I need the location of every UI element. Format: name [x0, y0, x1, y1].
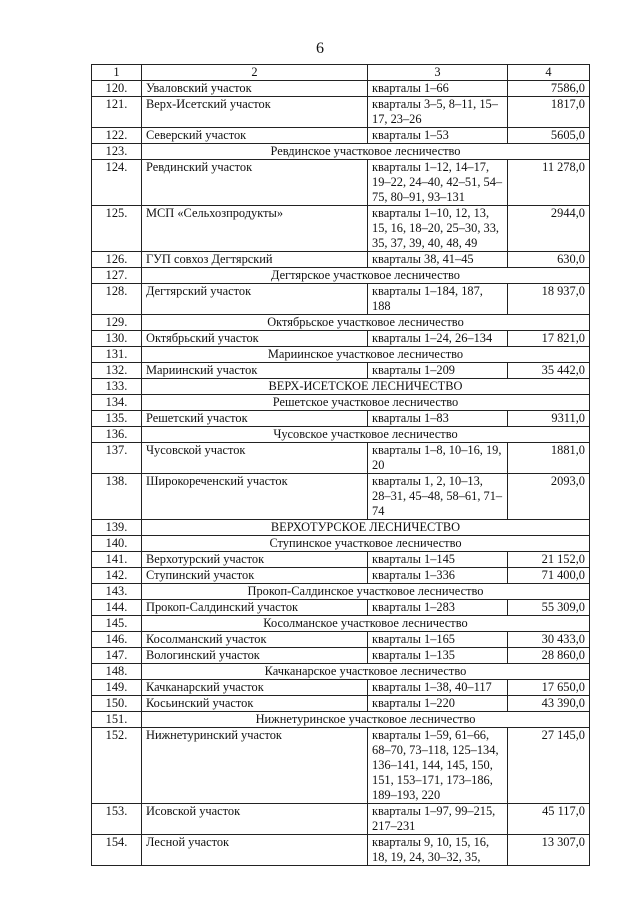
row-number: 128.: [92, 284, 142, 315]
section-row: [92, 712, 590, 728]
area: 2093,0: [508, 474, 590, 520]
section-row: [92, 427, 590, 443]
area: 43 390,0: [508, 696, 590, 712]
plot-name: МСП «Сельхозпродукты»: [142, 206, 368, 252]
table-row: [92, 411, 590, 427]
section-title: Октябрьское участковое лесничество: [142, 315, 590, 331]
section-row: [92, 379, 590, 395]
row-number: 120.: [92, 81, 142, 97]
plot-name: Чусовской участок: [142, 443, 368, 474]
row-number: 144.: [92, 600, 142, 616]
row-number: 131.: [92, 347, 142, 363]
row-number: 148.: [92, 664, 142, 680]
plot-name: Октябрьский участок: [142, 331, 368, 347]
table-row: [92, 443, 590, 474]
column-header: 1: [92, 65, 142, 81]
section-row: [92, 144, 590, 160]
row-number: 149.: [92, 680, 142, 696]
row-number: 125.: [92, 206, 142, 252]
quarters: кварталы 1–135: [368, 648, 508, 664]
area: 71 400,0: [508, 568, 590, 584]
table-row: [92, 160, 590, 206]
plot-name: Верхотурский участок: [142, 552, 368, 568]
section-row: [92, 347, 590, 363]
row-number: 124.: [92, 160, 142, 206]
row-number: 130.: [92, 331, 142, 347]
quarters: кварталы 1–165: [368, 632, 508, 648]
table-row: [92, 474, 590, 520]
plot-name: Нижнетуринский участок: [142, 728, 368, 804]
quarters: кварталы 1–10, 12, 13, 15, 16, 18–20, 25–30, 33, 35, 37, 39, 40, 48, 49: [368, 206, 508, 252]
quarters: кварталы 1–8, 10–16, 19, 20: [368, 443, 508, 474]
row-number: 150.: [92, 696, 142, 712]
plot-name: Дегтярский участок: [142, 284, 368, 315]
quarters: кварталы 3–5, 8–11, 15–17, 23–26: [368, 97, 508, 128]
table-row: [92, 804, 590, 835]
row-number: 147.: [92, 648, 142, 664]
row-number: 126.: [92, 252, 142, 268]
plot-name: Верх-Исетский участок: [142, 97, 368, 128]
row-number: 121.: [92, 97, 142, 128]
table-body: [92, 65, 590, 866]
plot-name: Лесной участок: [142, 835, 368, 866]
plot-name: Качканарский участок: [142, 680, 368, 696]
table-row: [92, 835, 590, 866]
area: 630,0: [508, 252, 590, 268]
section-title: Косолманское участковое лесничество: [142, 616, 590, 632]
column-header: 3: [368, 65, 508, 81]
table-row: [92, 363, 590, 379]
plot-name: Ступинский участок: [142, 568, 368, 584]
section-row: [92, 664, 590, 680]
row-number: 137.: [92, 443, 142, 474]
quarters: кварталы 1–145: [368, 552, 508, 568]
section-title: Качканарское участковое лесничество: [142, 664, 590, 680]
row-number: 152.: [92, 728, 142, 804]
row-number: 138.: [92, 474, 142, 520]
quarters: кварталы 1–38, 40–117: [368, 680, 508, 696]
table-row: [92, 696, 590, 712]
row-number: 143.: [92, 584, 142, 600]
quarters: кварталы 1–209: [368, 363, 508, 379]
section-title: Решетское участковое лесничество: [142, 395, 590, 411]
row-number: 133.: [92, 379, 142, 395]
header-row: [92, 65, 590, 81]
table-row: [92, 206, 590, 252]
area: 7586,0: [508, 81, 590, 97]
area: 13 307,0: [508, 835, 590, 866]
area: 21 152,0: [508, 552, 590, 568]
area: 2944,0: [508, 206, 590, 252]
quarters: кварталы 1–66: [368, 81, 508, 97]
table-row: [92, 568, 590, 584]
plot-name: Косьинский участок: [142, 696, 368, 712]
section-title: Нижнетуринское участковое лесничество: [142, 712, 590, 728]
row-number: 129.: [92, 315, 142, 331]
row-number: 151.: [92, 712, 142, 728]
quarters: кварталы 1–220: [368, 696, 508, 712]
plot-name: Северский участок: [142, 128, 368, 144]
row-number: 140.: [92, 536, 142, 552]
row-number: 132.: [92, 363, 142, 379]
quarters: кварталы 1–12, 14–17, 19–22, 24–40, 42–51, 54–75, 80–91, 93–131: [368, 160, 508, 206]
row-number: 134.: [92, 395, 142, 411]
plot-name: Широкореченский участок: [142, 474, 368, 520]
table-row: [92, 284, 590, 315]
quarters: кварталы 1–283: [368, 600, 508, 616]
table-row: [92, 728, 590, 804]
plot-name: Мариинский участок: [142, 363, 368, 379]
area: 27 145,0: [508, 728, 590, 804]
quarters: кварталы 1–336: [368, 568, 508, 584]
row-number: 146.: [92, 632, 142, 648]
table-row: [92, 648, 590, 664]
area: 30 433,0: [508, 632, 590, 648]
area: 1817,0: [508, 97, 590, 128]
table-row: [92, 680, 590, 696]
area: 45 117,0: [508, 804, 590, 835]
table-row: [92, 81, 590, 97]
area: 55 309,0: [508, 600, 590, 616]
plot-name: Вологинский участок: [142, 648, 368, 664]
table-row: [92, 252, 590, 268]
column-header: 2: [142, 65, 368, 81]
quarters: кварталы 9, 10, 15, 16, 18, 19, 24, 30–32, 35,: [368, 835, 508, 866]
area: 9311,0: [508, 411, 590, 427]
row-number: 123.: [92, 144, 142, 160]
row-number: 122.: [92, 128, 142, 144]
section-row: [92, 536, 590, 552]
section-row: [92, 268, 590, 284]
table-row: [92, 632, 590, 648]
quarters: кварталы 1, 2, 10–13, 28–31, 45–48, 58–61, 71–74: [368, 474, 508, 520]
section-title: Мариинское участковое лесничество: [142, 347, 590, 363]
row-number: 135.: [92, 411, 142, 427]
plot-name: ГУП совхоз Дегтярский: [142, 252, 368, 268]
section-row: [92, 584, 590, 600]
quarters: кварталы 1–97, 99–215, 217–231: [368, 804, 508, 835]
table-row: [92, 97, 590, 128]
section-title: Ревдинское участковое лесничество: [142, 144, 590, 160]
section-row: [92, 395, 590, 411]
plot-name: Уваловский участок: [142, 81, 368, 97]
row-number: 145.: [92, 616, 142, 632]
quarters: кварталы 1–24, 26–134: [368, 331, 508, 347]
quarters: кварталы 1–184, 187, 188: [368, 284, 508, 315]
quarters: кварталы 1–53: [368, 128, 508, 144]
row-number: 141.: [92, 552, 142, 568]
table-row: [92, 552, 590, 568]
area: 1881,0: [508, 443, 590, 474]
row-number: 153.: [92, 804, 142, 835]
area: 35 442,0: [508, 363, 590, 379]
plot-name: Решетский участок: [142, 411, 368, 427]
plot-name: Исовской участок: [142, 804, 368, 835]
forestry-table: [91, 64, 590, 866]
page-number: 6: [316, 40, 324, 57]
row-number: 136.: [92, 427, 142, 443]
plot-name: Косолманский участок: [142, 632, 368, 648]
area: 17 821,0: [508, 331, 590, 347]
table-row: [92, 128, 590, 144]
section-row: [92, 315, 590, 331]
quarters: кварталы 1–83: [368, 411, 508, 427]
section-title: Ступинское участковое лесничество: [142, 536, 590, 552]
table-row: [92, 331, 590, 347]
section-title: Прокоп-Салдинское участковое лесничество: [142, 584, 590, 600]
row-number: 139.: [92, 520, 142, 536]
section-title: ВЕРХ-ИСЕТСКОЕ ЛЕСНИЧЕСТВО: [142, 379, 590, 395]
column-header: 4: [508, 65, 590, 81]
section-row: [92, 616, 590, 632]
section-row: [92, 520, 590, 536]
row-number: 142.: [92, 568, 142, 584]
quarters: кварталы 1–59, 61–66, 68–70, 73–118, 125–134, 136–141, 144, 145, 150, 151, 153–171, 173–186, 189–193, 220: [368, 728, 508, 804]
section-title: ВЕРХОТУРСКОЕ ЛЕСНИЧЕСТВО: [142, 520, 590, 536]
section-title: Чусовское участковое лесничество: [142, 427, 590, 443]
area: 5605,0: [508, 128, 590, 144]
section-title: Дегтярское участковое лесничество: [142, 268, 590, 284]
row-number: 154.: [92, 835, 142, 866]
table-row: [92, 600, 590, 616]
area: 18 937,0: [508, 284, 590, 315]
plot-name: Ревдинский участок: [142, 160, 368, 206]
area: 28 860,0: [508, 648, 590, 664]
row-number: 127.: [92, 268, 142, 284]
quarters: кварталы 38, 41–45: [368, 252, 508, 268]
area: 17 650,0: [508, 680, 590, 696]
area: 11 278,0: [508, 160, 590, 206]
plot-name: Прокоп-Салдинский участок: [142, 600, 368, 616]
